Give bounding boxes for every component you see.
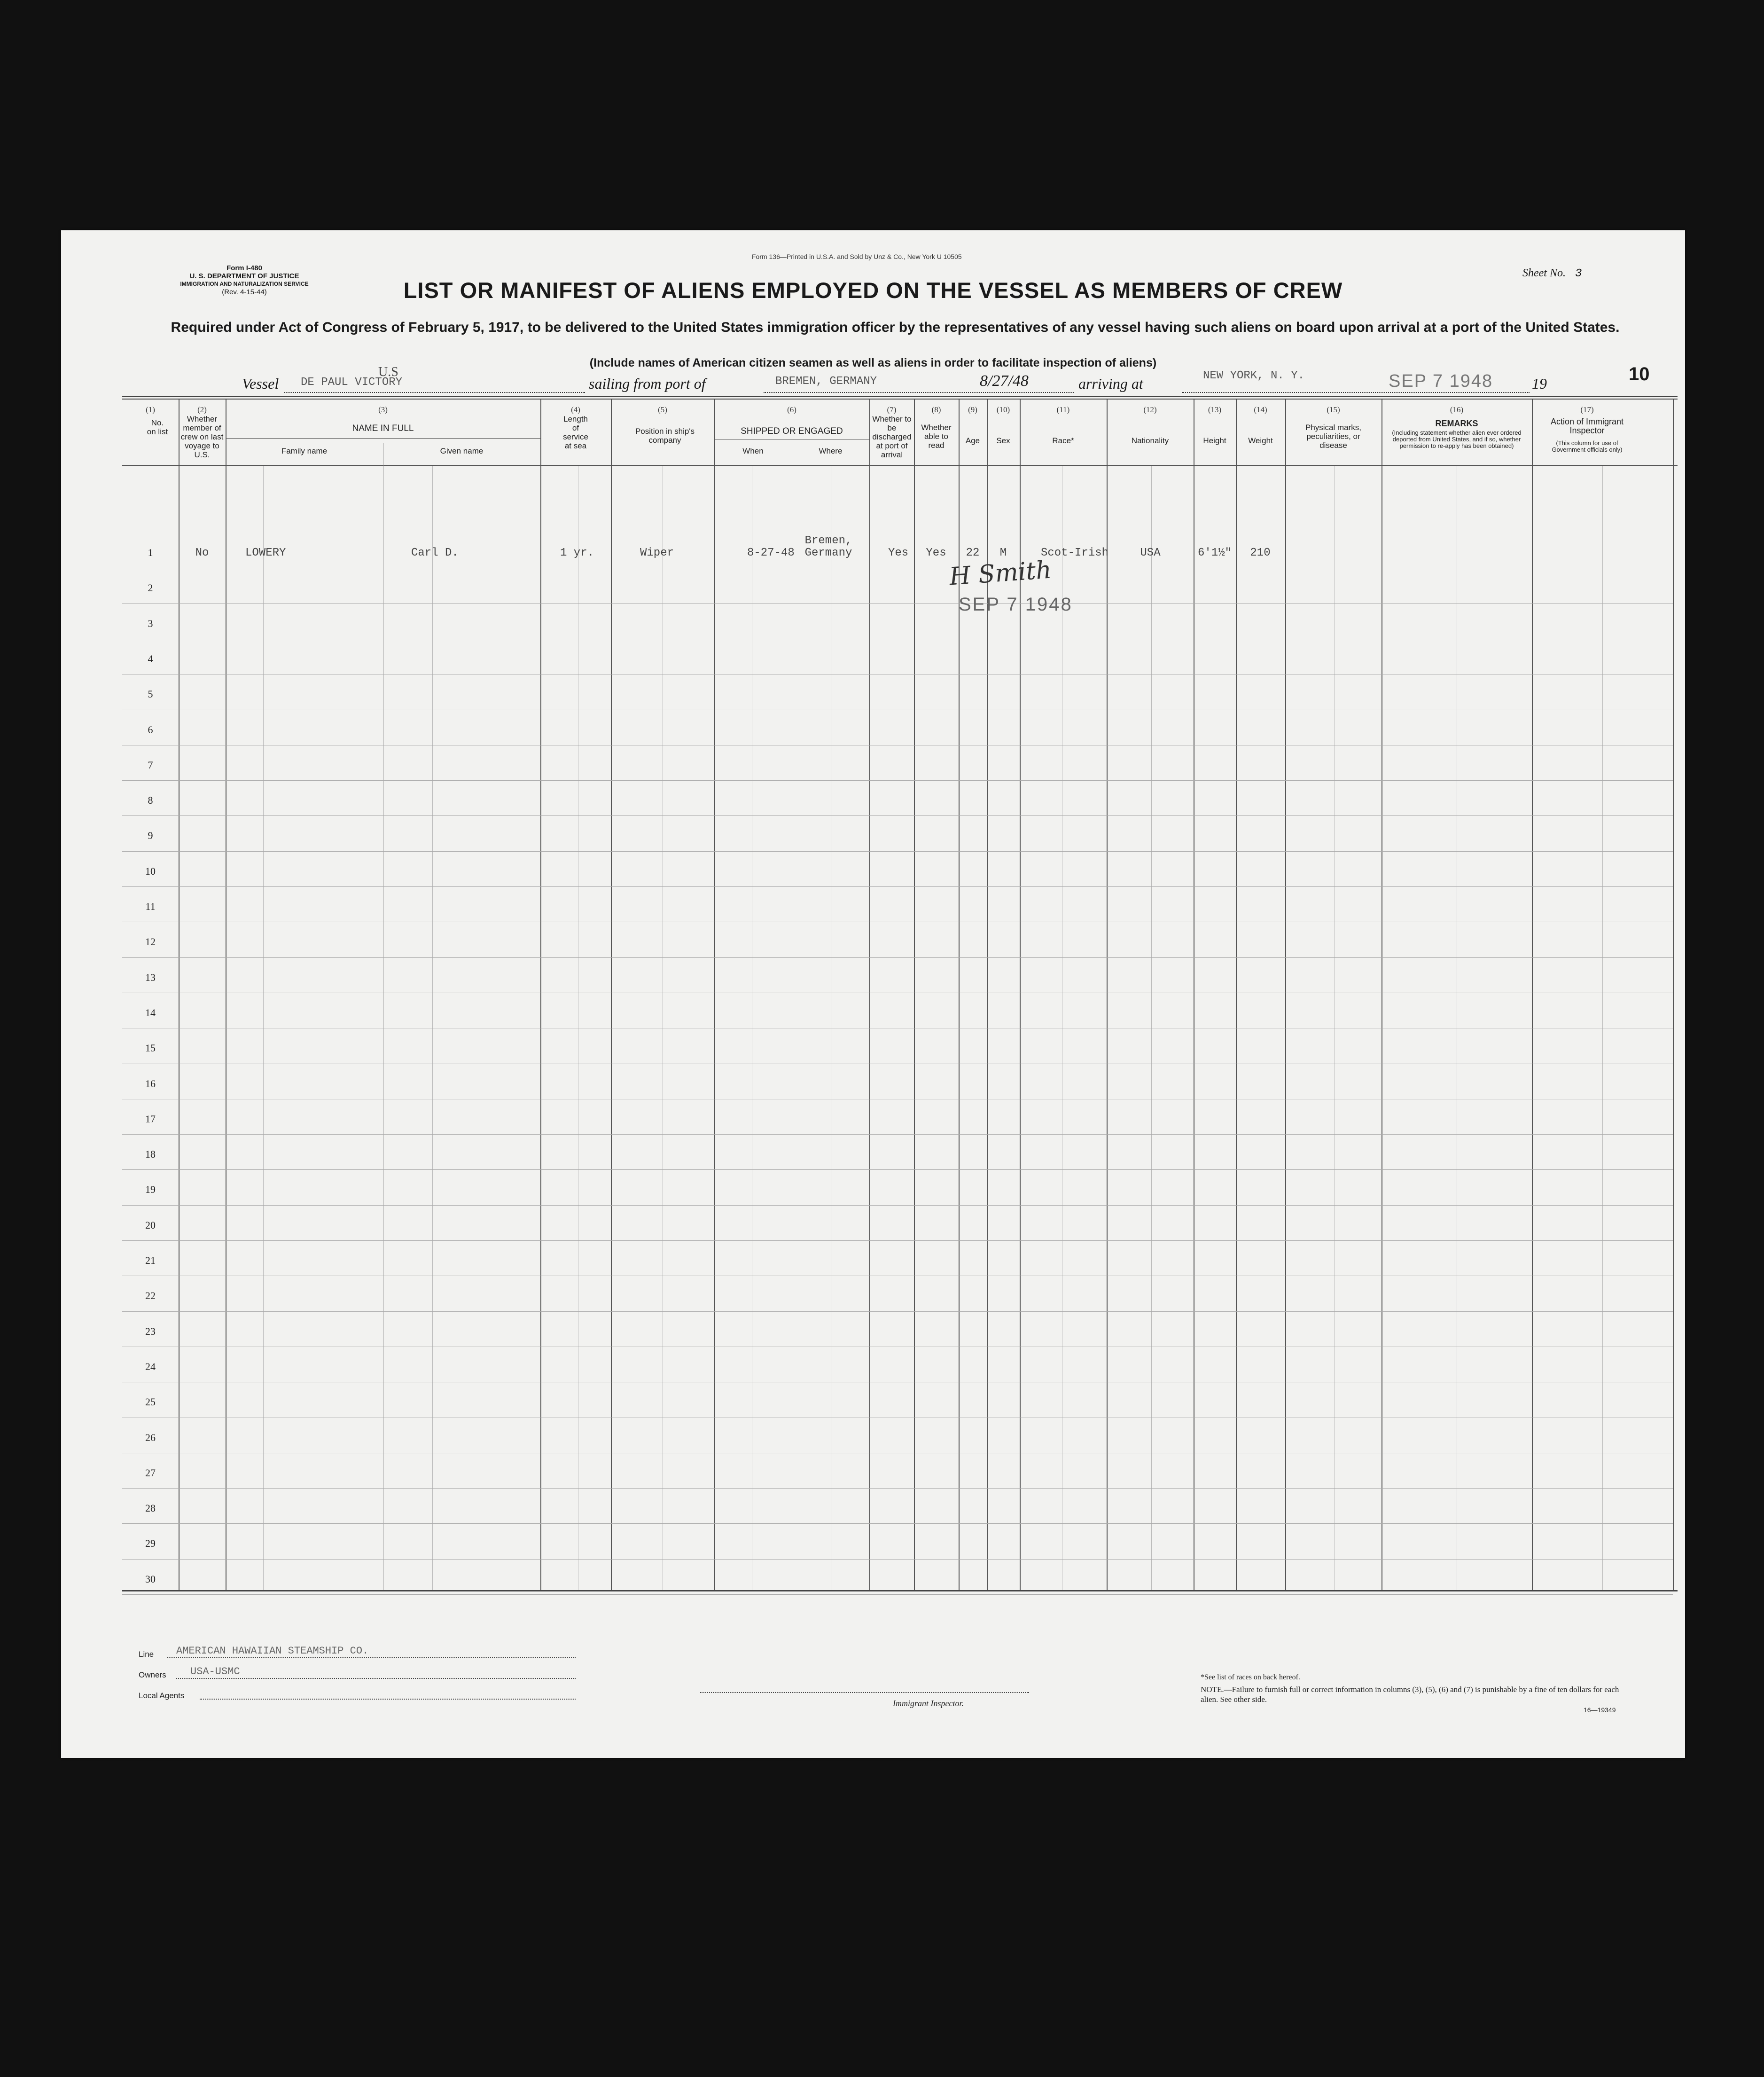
owners-value: USA-USMC — [190, 1666, 240, 1677]
row-number: 21 — [145, 1254, 156, 1266]
departure-port: BREMEN, GERMANY — [775, 375, 877, 388]
crew-last-voyage: No — [195, 547, 209, 559]
form-code: 16—19349 — [1584, 1706, 1616, 1714]
races-note: *See list of races on back hereof. — [1201, 1673, 1300, 1681]
col-10-header: Sex — [996, 436, 1010, 445]
row-divider — [122, 851, 1673, 852]
sail-date: 8/27/48 — [980, 372, 1029, 390]
arrival-port: NEW YORK, N. Y. — [1203, 369, 1305, 382]
row-number: 30 — [145, 1573, 156, 1585]
height: 6'1½" — [1197, 547, 1232, 559]
col-14-header: Weight — [1248, 436, 1273, 445]
form-number: Form I-480 — [226, 264, 262, 272]
shipped-where-header: Where — [819, 447, 843, 455]
service-length: 1 yr. — [560, 547, 594, 559]
col-15-header: Physical marks, peculiarities, or disease — [1305, 423, 1362, 450]
col-9-header: Age — [965, 436, 980, 445]
shipped-when-header: When — [742, 447, 764, 455]
row-number: 3 — [148, 617, 153, 629]
row-number: 1 — [148, 547, 153, 558]
col-10-number: (10) — [996, 405, 1010, 414]
row-divider — [122, 1311, 1673, 1312]
line-value: AMERICAN HAWAIIAN STEAMSHIP CO. — [176, 1645, 369, 1657]
col-16-number: (16) — [1450, 405, 1464, 414]
col-13-header: Height — [1203, 436, 1226, 445]
row-divider — [122, 1134, 1673, 1135]
race: Scot-Irish — [1041, 547, 1109, 559]
row-divider — [122, 1240, 1673, 1241]
col-4-number: (4) — [571, 405, 580, 414]
row-divider — [122, 886, 1673, 887]
row-number: 5 — [148, 688, 153, 700]
row-number: 16 — [145, 1077, 156, 1089]
row-number: 18 — [145, 1148, 156, 1160]
penalty-note: NOTE.—Failure to furnish full or correct information in columns (3), (5), (6) and (7) is punishable by a fine of ten dollars for each alien. See other side. — [1201, 1685, 1619, 1704]
col-16-header: REMARKS — [1435, 419, 1478, 428]
form-subtitle: Required under Act of Congress of February 5, 1917, to be delivered to the United States immigration officer by the representatives of any vessel having such aliens on board upon arrival at a port of the United States. — [171, 320, 1620, 335]
manifest-page — [61, 230, 1685, 1758]
row-divider — [122, 1559, 1673, 1560]
row-number: 7 — [148, 759, 153, 771]
form-revision: (Rev. 4-15-44) — [222, 288, 267, 296]
col-5-header: Position in ship's company — [635, 427, 695, 445]
form-title: LIST OR MANIFEST OF ALIENS EMPLOYED ON THE VESSEL AS MEMBERS OF CREW — [403, 278, 1343, 303]
vessel-name: DE PAUL VICTORY — [301, 376, 403, 389]
row-number: 25 — [145, 1396, 156, 1408]
row-number: 20 — [145, 1219, 156, 1231]
given-name: Carl D. — [411, 547, 459, 559]
col-4-header: Length of service at sea — [563, 415, 588, 450]
col-6-number: (6) — [787, 405, 796, 414]
year-label: 19 — [1532, 375, 1547, 392]
row-divider — [122, 1523, 1673, 1524]
col-12-number: (12) — [1143, 405, 1157, 414]
col-1-header: No. on list — [147, 418, 168, 436]
service-name: IMMIGRATION AND NATURALIZATION SERVICE — [180, 281, 309, 287]
col-17-header: Action of Immigrant Inspector — [1550, 417, 1624, 435]
row-number: 6 — [148, 723, 153, 736]
col-2-number: (2) — [197, 405, 207, 414]
sailing-label: sailing from port of — [589, 375, 706, 392]
col-8-header: Whether able to read — [921, 423, 952, 450]
sheet-label: Sheet No. 3 — [1522, 267, 1582, 280]
row-number: 24 — [145, 1360, 156, 1372]
col-2-header: Whether member of crew on last voyage to U.S. — [180, 415, 224, 459]
row-divider — [122, 1488, 1673, 1489]
col-13-number: (13) — [1208, 405, 1222, 414]
col-12-header: Nationality — [1131, 436, 1169, 445]
vessel-line — [242, 365, 1605, 394]
row-number: 12 — [145, 936, 156, 948]
col-11-number: (11) — [1056, 405, 1070, 414]
vessel-prefix: U.S — [378, 365, 398, 379]
position: Wiper — [640, 547, 674, 559]
row-number: 19 — [145, 1183, 156, 1196]
row-number: 28 — [145, 1502, 156, 1514]
col-16-note: (Including statement whether alien ever ordered deported from United States, and if so, whether permission to re-apply has been obtained) — [1392, 429, 1522, 449]
nationality: USA — [1140, 547, 1161, 559]
col-6-header: SHIPPED OR ENGAGED — [741, 426, 843, 436]
col-7-number: (7) — [887, 405, 897, 414]
col-17-number: (17) — [1580, 405, 1594, 414]
row-number: 2 — [148, 582, 153, 594]
given-name-header: Given name — [440, 447, 484, 455]
row-number: 22 — [145, 1290, 156, 1302]
inspector-label: Immigrant Inspector. — [893, 1699, 964, 1708]
col-3-header: NAME IN FULL — [352, 423, 414, 433]
owners-label: Owners — [139, 1670, 166, 1679]
row-number: 14 — [145, 1006, 156, 1019]
row-number: 26 — [145, 1431, 156, 1443]
family-name-header: Family name — [281, 447, 328, 455]
line-label: Line — [139, 1650, 154, 1659]
row-number: 27 — [145, 1466, 156, 1479]
able-to-read: Yes — [926, 547, 946, 559]
form-instruction: (Include names of American citizen seamen as well as aliens in order to facilitate inspection of aliens) — [589, 356, 1157, 369]
page-number: 10 — [1629, 364, 1650, 384]
department: U. S. DEPARTMENT OF JUSTICE — [189, 272, 299, 280]
col-3-number: (3) — [378, 405, 388, 414]
row-number: 10 — [145, 865, 156, 877]
printer-note: Form 136—Printed in U.S.A. and Sold by Unz & Co., New York U 10505 — [752, 253, 962, 260]
shipped-when: 8-27-48 — [747, 547, 795, 559]
row-divider — [122, 780, 1673, 781]
row-divider — [122, 957, 1673, 958]
col-15-number: (15) — [1327, 405, 1340, 414]
col-9-number: (9) — [968, 405, 977, 414]
age: 22 — [966, 547, 980, 559]
col-5-number: (5) — [658, 405, 667, 414]
sex: M — [999, 547, 1007, 559]
row-number: 15 — [145, 1042, 156, 1054]
row-number: 13 — [145, 971, 156, 983]
col-11-header: Race* — [1052, 436, 1074, 445]
row-divider — [122, 1205, 1673, 1206]
row-number: 29 — [145, 1537, 156, 1550]
weight: 210 — [1250, 547, 1271, 559]
row-divider — [122, 815, 1673, 816]
row-number: 11 — [145, 901, 156, 912]
discharged: Yes — [888, 547, 909, 559]
row-number: 17 — [145, 1113, 156, 1125]
arriving-label: arriving at — [1078, 375, 1143, 392]
row-number: 4 — [148, 652, 153, 665]
row-divider — [122, 1169, 1673, 1170]
arrival-date-stamp: SEP 7 1948 — [1389, 371, 1493, 391]
row-number: 23 — [145, 1325, 156, 1337]
vessel-label: Vessel — [242, 375, 279, 392]
row-number: 8 — [148, 794, 153, 807]
sheet-number: 3 — [1575, 267, 1582, 280]
inspector-signature: H Smith — [948, 556, 1053, 591]
inspection-date-stamp: SEP 7 1948 — [959, 594, 1073, 615]
row-divider — [122, 1594, 1673, 1595]
family-name: LOWERY — [245, 547, 286, 559]
row-number: 9 — [148, 830, 153, 842]
col-14-number: (14) — [1254, 405, 1267, 414]
local-agents-label: Local Agents — [139, 1691, 185, 1700]
col-17-note: (This column for use of Government officials only) — [1552, 439, 1623, 453]
col-8-number: (8) — [931, 405, 941, 414]
col-7-header: Whether to be discharged at port of arrival — [872, 415, 912, 459]
col-1-number: (1) — [146, 405, 155, 414]
shipped-where: Bremen, Germany — [804, 534, 852, 559]
